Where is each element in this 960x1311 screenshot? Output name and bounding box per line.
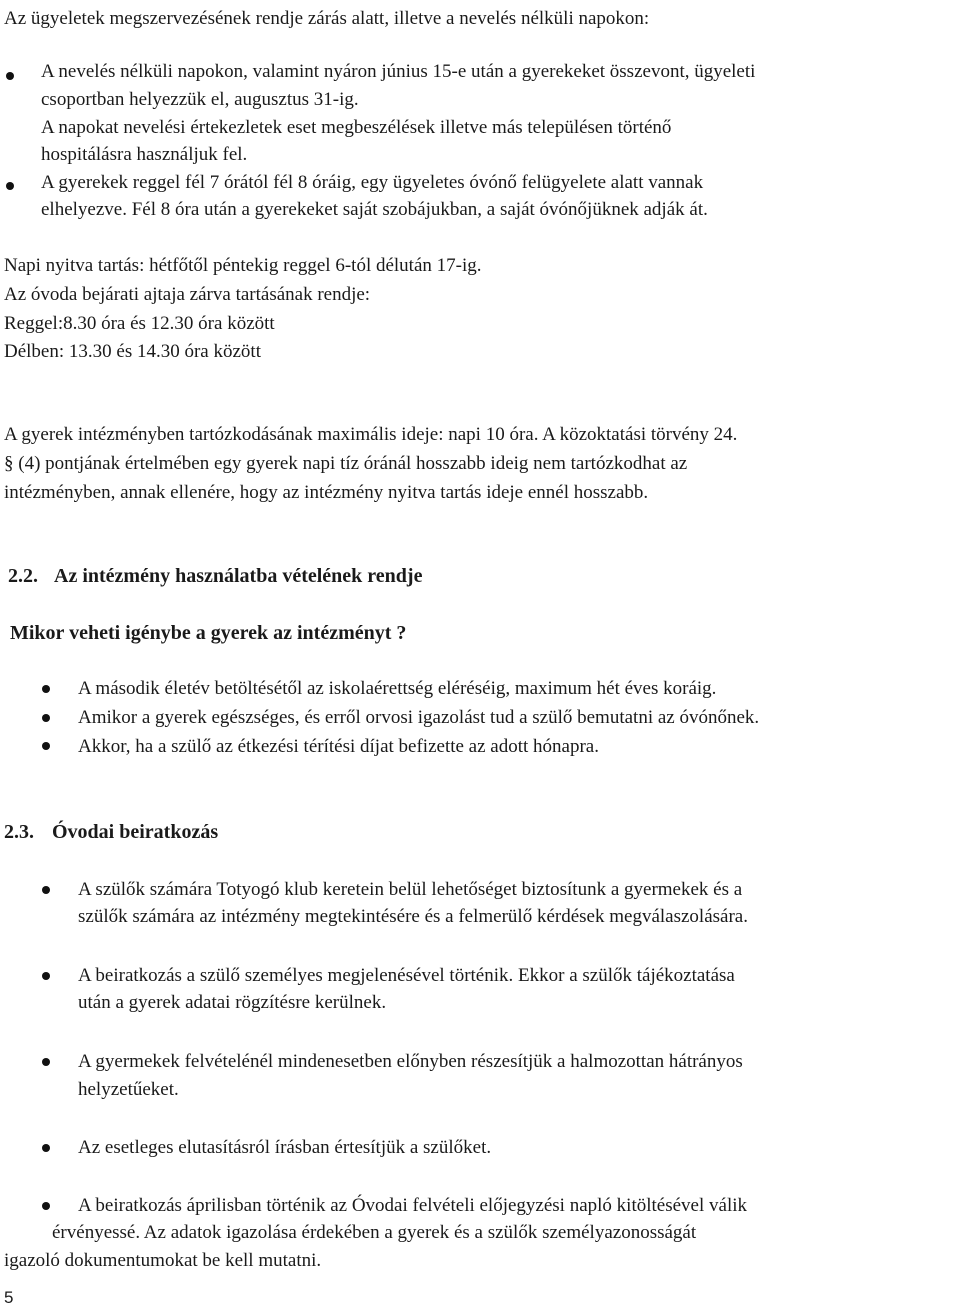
bullet-dot [42, 742, 50, 750]
bullet-dot [6, 182, 14, 190]
list-item-line: csoportban helyezzük el, augusztus 31-ig. [41, 89, 359, 110]
section-title: Óvodai beiratkozás [52, 821, 219, 843]
opening-hours: Napi nyitva tartás: hétfőtől péntekig reggel 6-tól délután 17-ig. [4, 255, 482, 276]
bullet-dot [42, 886, 50, 894]
section-question: Mikor veheti igénybe a gyerek az intézményt ? [10, 622, 407, 644]
list-item-line: A beiratkozás áprilisban történik az Óvodai felvételi előjegyzési napló kitöltésével válik [78, 1195, 747, 1216]
list-item-line: igazoló dokumentumokat be kell mutatni. [4, 1250, 322, 1271]
list-item-line: A nevelés nélküli napokon, valamint nyáron június 15-e után a gyerekeket összevont, ügyeleti [41, 61, 756, 82]
list-item-line: helyzetűeket. [78, 1079, 179, 1100]
section-number: 2.3. [4, 821, 34, 843]
list-item-line: érvényessé. Az adatok igazolása érdekében a gyerek és a szülők személyazonosságát [52, 1222, 697, 1243]
paragraph-line: § (4) pontjának értelmében egy gyerek napi tíz óránál hosszabb ideig nem tartózkodhat az [4, 453, 688, 474]
bullet-dot [42, 1058, 50, 1066]
list-item: A második életév betöltésétől az iskolaérettség eléréséig, maximum hét éves koráig. [78, 678, 717, 699]
bullet-dot [42, 1144, 50, 1152]
bullet-dot [42, 714, 50, 722]
bullet-dot [42, 972, 50, 980]
list-item-line: A szülők számára Totyogó klub keretein belül lehetőséget biztosítunk a gyermekek és a [78, 879, 743, 900]
bullet-dot [6, 72, 14, 80]
list-item-line: A beiratkozás a szülő személyes megjelenésével történik. Ekkor a szülők tájékoztatása [78, 965, 735, 986]
door-noon: Délben: 13.30 és 14.30 óra között [4, 341, 261, 362]
section-number: 2.2. [8, 565, 38, 587]
list-item-line: szülők számára az intézmény megtekintésére és a felmerülő kérdések megválaszolására. [78, 906, 748, 927]
section-title: Az intézmény használatba vételének rendje [54, 565, 423, 587]
list-item-line: A gyerekek reggel fél 7 órától fél 8 óráig, egy ügyeletes óvónő felügyelete alatt vannak [41, 172, 704, 193]
list-item-line: hospitálásra használjuk fel. [41, 144, 248, 165]
list-item-line: A gyermekek felvételénél mindenesetben előnyben részesítjük a halmozottan hátrányos [78, 1051, 743, 1072]
door-morning: Reggel:8.30 óra és 12.30 óra között [4, 313, 275, 334]
page-number: 5 [4, 1288, 14, 1307]
list-item-line: elhelyezve. Fél 8 óra után a gyerekeket saját szobájukban, a saját óvónőjüknek adják át. [41, 199, 708, 220]
list-item-line: után a gyerek adatai rögzítésre kerülnek. [78, 992, 387, 1013]
paragraph-line: A gyerek intézményben tartózkodásának maximális ideje: napi 10 óra. A közoktatási törvény 24. [4, 424, 738, 445]
bullet-dot [42, 1202, 50, 1210]
bullet-dot [42, 685, 50, 693]
list-item: Amikor a gyerek egészséges, és erről orvosi igazolást tud a szülő bemutatni az óvónőnek. [78, 707, 760, 728]
list-item-line: Az esetleges elutasításról írásban értesítjük a szülőket. [78, 1137, 492, 1158]
list-item: Akkor, ha a szülő az étkezési térítési díjat befizette az adott hónapra. [78, 736, 599, 757]
list-item-line: A napokat nevelési értekezletek eset megbeszélések illetve más településen történő [41, 117, 672, 138]
paragraph-line: intézményben, annak ellenére, hogy az intézmény nyitva tartás ideje ennél hosszabb. [4, 482, 649, 503]
section-intro: Az ügyeletek megszervezésének rendje zárás alatt, illetve a nevelés nélküli napokon: [4, 8, 650, 29]
door-title: Az óvoda bejárati ajtaja zárva tartásának rendje: [4, 284, 371, 305]
